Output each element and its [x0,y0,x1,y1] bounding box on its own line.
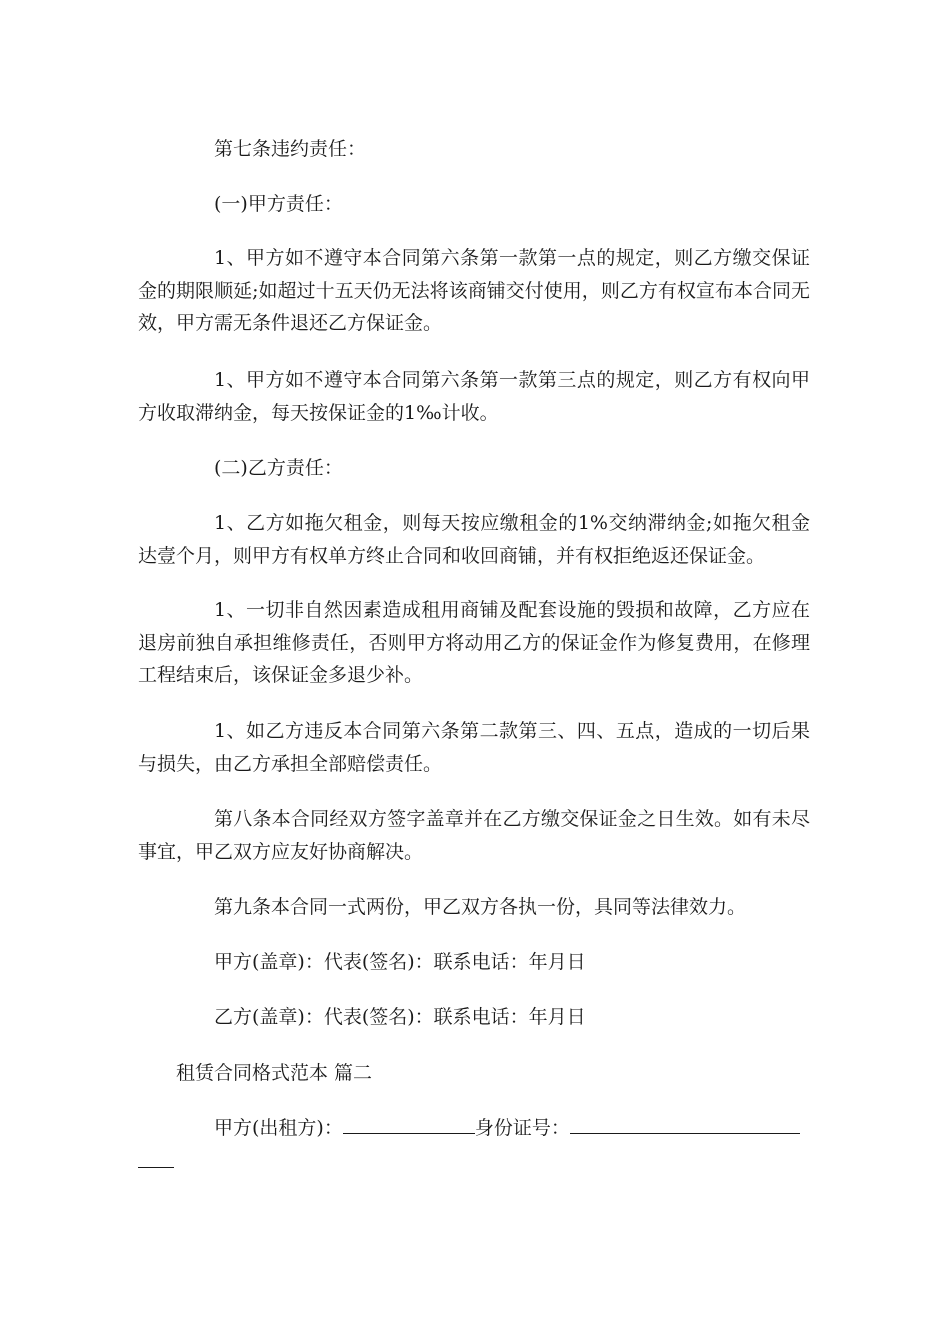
id-number-blank [570,1115,800,1134]
party-a-signature-line: 甲方(盖章)：代表(签名)：联系电话：年月日 [214,951,586,973]
party-a-duty-1: 1、甲方如不遵守本合同第六条第一款第一点的规定，则乙方缴交保证金的期限顺延;如超过十五天仍无法将该商铺交付使用，则乙方有权宣布本合同无效，甲方需无条件退还乙方保证金。 [138,247,810,334]
section-heading-2: 租赁合同格式范本 篇二 [176,1062,373,1084]
article-8: 第八条本合同经双方签字盖章并在乙方缴交保证金之日生效。如有未尽事宜，甲乙双方应友好协商解决。 [138,808,810,863]
party-a-duty-2: 1、甲方如不遵守本合同第六条第一款第三点的规定，则乙方有权向甲方收取滞纳金，每天按保证金的1‰计收。 [138,369,810,424]
party-b-duty-3: 1、如乙方违反本合同第六条第二款第三、四、五点，造成的一切后果与损失，由乙方承担全部赔偿责任。 [138,720,810,775]
party-b-duty-2: 1、一切非自然因素造成租用商铺及配套设施的毁损和故障，乙方应在退房前独自承担维修责任，否则甲方将动用乙方的保证金作为修复费用，在修理工程结束后，该保证金多退少补。 [138,599,810,686]
lessor-info-line [138,1112,810,1145]
party-a-duty-title: (一)甲方责任： [214,193,343,215]
party-b-duty-title: (二)乙方责任： [214,457,343,479]
article-9: 第九条本合同一式两份，甲乙双方各执一份，具同等法律效力。 [214,896,747,918]
lessor-label: 甲方(出租方)： [214,1117,343,1139]
party-b-signature-line: 乙方(盖章)：代表(签名)：联系电话：年月日 [214,1006,586,1028]
party-b-duty-1: 1、乙方如拖欠租金，则每天按应缴租金的1%交纳滞纳金;如拖欠租金达壹个月，则甲方有权单方终止合同和收回商铺，并有权拒绝返还保证金。 [138,512,810,567]
id-number-label: 身份证号： [474,1117,570,1139]
id-number-blank-continuation [138,1167,174,1168]
article-7-title: 第七条违约责任： [214,138,367,160]
lessor-name-blank [343,1115,475,1134]
